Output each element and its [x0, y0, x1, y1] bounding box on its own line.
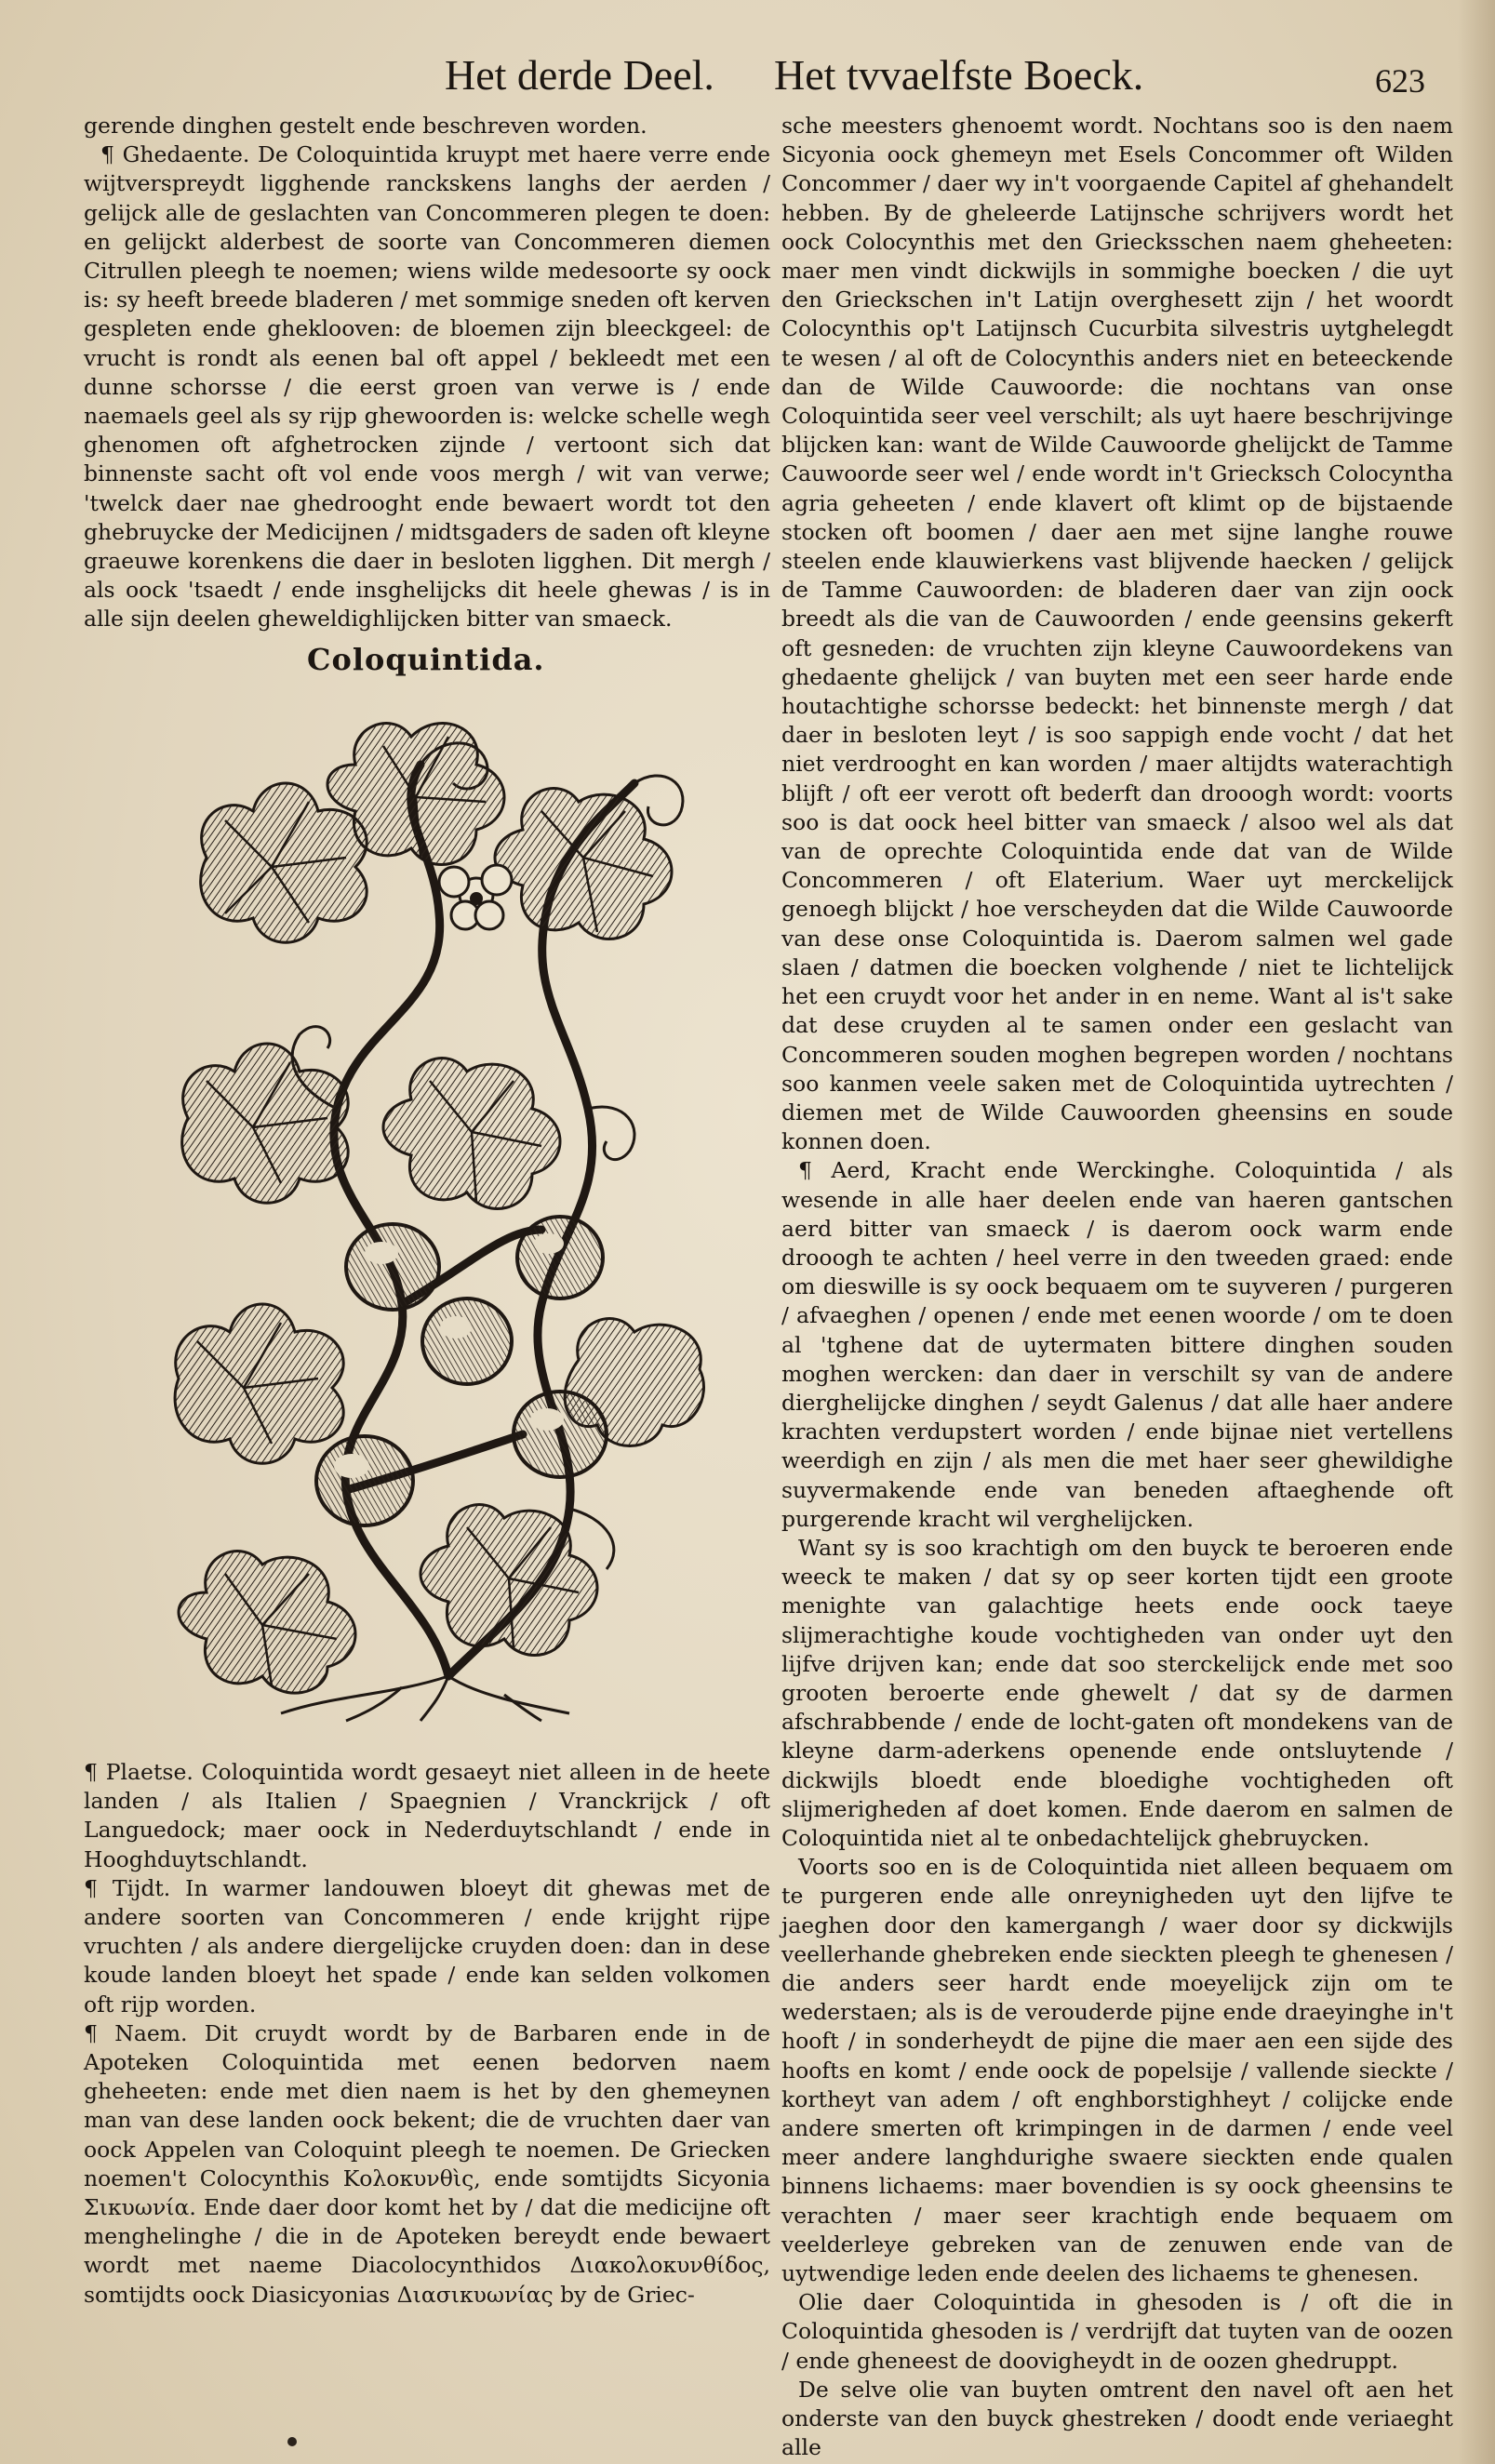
plaetse-paragraph: ¶ Plaetse. Coloquintida wordt gesaeyt niet alleen in de heete landen / als Italien / Spaegnien / Vranckrijck / oft Languedock; maer oock in Nederduytschlandt / ende in Hooghduytschlandt. [84, 1759, 770, 1872]
coloquintida-woodcut-illustration [169, 709, 713, 1723]
figure-title: Coloquintida. [307, 642, 545, 677]
part-title: Het derde Deel. [445, 51, 714, 99]
right-paragraph-4: Voorts soo en is de Coloquintida niet alleen bequaem om te purgeren ende alle onreynigheden uyt den lijfve te jaeghen door den kamergangh / waer door sy dickwijls veellerhande ghebreken ende sieckten pleegh te ghenesen / die anders seer hardt ende moeyelijck zijn om te wederstaen; als is de verouderde pijne ende draeyinghe in't hooft / in sonderheydt de pijne die maer aen een sijde des hoofts en komt / ende oock de popelsije / vallende sieckte / kortheyt van adem / oft enghborstighheyt / colijcke ende andere smerten oft krimpingen in de darmen / ende veel meer andere langhdurighe swaere sieckten ende qualen binnens lichaems: maer bovendien is sy oock gheensins te verachten / maer seer krachtigh ende bequaem om veelderleye gebreken van de zenuwen ende van de uytwendige leden ende deelen des lichaems te ghenesen. [781, 1854, 1453, 2287]
page-edge-shadow [1458, 0, 1495, 2464]
left-paragraph-1: gerende dinghen gestelt ende beschreven worden. [84, 113, 647, 139]
left-column [84, 112, 770, 634]
ink-dot [287, 2437, 297, 2446]
right-paragraph-3: Want sy is soo krachtigh om den buyck te beroeren ende weeck te maken / dat sy op seer korten tijdt een groote menighte van galachtige heets ende oock taeye slijmerachtighe koude vochtigheden van onder uyt den lijfve drijven kan; ende dat soo sterckelijck ende met soo grooten beroerte ende ghewelt / dat sy de darmen afschrabbende / ende de locht-gaten oft mondekens van de kleyne darm-aderkens openende ende ontsluytende / dickwijls bloedt ende bloedighe vochtigheden oft slijmerigheden af doet komen. Ende daerom en salmen de Coloquintida niet al te onbedachtelijck ghebruycken. [781, 1534, 1453, 1851]
page-number: 623 [1375, 62, 1425, 100]
right-paragraph-5: Olie daer Coloquintida in ghesoden is / oft die in Coloquintida ghesoden is / verdrijft dat tuyten van de oozen / ende gheneest de doovigheydt in de oozen ghedruppt. [781, 2289, 1453, 2374]
running-head [0, 45, 1495, 110]
tijdt-paragraph: ¶ Tijdt. In warmer landouwen bloeyt dit ghewas met de andere soorten van Concommeren / ende krijght rijpe vruchten / als andere diergelijcke cruyden doen: dan in dese koude landen bloeyt het spade / ende kan selden volkomen oft rijp worden. [84, 1874, 770, 2018]
aerd-kracht-paragraph: ¶ Aerd, Kracht ende Werckinghe. Coloquintida / als wesende in alle haer deelen ende van haeren gantschen aerd bitter van smaeck / is daerom oock warm ende drooogh te achten / heel verre in den tweeden graed: ende om dieswille is sy oock bequaem om te suyveren / purgeren / afvaeghen / openen / ende met eenen woorde / om te doen al 'tghene dat de uytermaten bittere dinghen souden moghen wercken: dan daer in verschilt sy van de andere dierghelijcke dinghen / seydt Galenus / dat alle haer andere krachten verdupstert worden / ende bijnae niet vertellens weerdigh en zijn / als men die met haer seer ghewildighe suyvermakende ende van beneden aftaeghende oft purgerende kracht wil verghelijcken. [781, 1157, 1453, 1532]
left-paragraph-2: ¶ Ghedaente. De Coloquintida kruypt met haere verre ende wijtverspreydt ligghende ranckskens langhs der aerden / gelijck alle de geslachten van Concommeren plegen te doen: en gelijckt alderbest de soorte van Concommeren diemen Citrullen pleegh te noemen; wiens wilde medesoorte sy oock is: sy heeft breede bladeren / met sommige sneden oft kerven gespleten ende gheklooven: de bloemen zijn bleeckgeel: de vrucht is rondt als eenen bal oft appel / bekleedt met een dunne schorsse / die eerst groen van verwe is / ende naemaels geel als sy rijp ghewoorden is: welcke schelle wegh ghenomen oft afghetrocken zijnde / vertoont sich dat binnenste sacht oft vol ende voos mergh / wit van verwe; 'twelck daer nae ghedrooght ende bewaert wordt tot den ghebruycke der Medicijnen / midtsgaders de saden oft kleyne graeuwe korenkens die daer in besloten ligghen. Dit mergh / als oock 'tsaedt / ende insghelijcks dit heele ghewas / is in alle sijn deelen gheweldighlijcken bitter van smaeck. [84, 141, 770, 633]
lower-left-column [84, 1758, 770, 2310]
right-column [781, 112, 1453, 2462]
naem-paragraph: ¶ Naem. Dit cruydt wordt by de Barbaren ende in de Apoteken Coloquintida met eenen bedorven naem gheheeten: ende met dien naem is het by den ghemeynen man van dese landen oock bekent; die de vruchten daer van oock Appelen van Coloquint pleegh te noemen. De Griecken noemen't Colocynthis Κολοκυνθὶς, ende somtijdts Sicyonia Σικυωνία. Ende daer door komt het by / dat die medicijne oft menghelinghe / die in de Apoteken bereydt ende bewaert wordt met naeme Diacolocynthidos Διακολοκυνθίδος, somtijdts oock Diasicyonias Διασικυωνίας by de Griec- [84, 2019, 770, 2308]
right-paragraph-1: sche meesters ghenoemt wordt. Nochtans soo is den naem Sicyonia oock ghemeyn met Esels Concommer oft Wilden Concommer / daer wy in't voorgaende Capitel af ghehandelt hebben. By de gheleerde Latijnsche schrijvers wordt het oock Colocynthis met den Griecksschen naem gheheeten: maer men vindt dickwijls in sommighe boecken / die uyt den Grieckschen in't Latijn overghesett zijn / het woordt Colocynthis op't Latijnsch Cucurbita silvestris uytghelegdt te wesen / al oft de Colocynthis anders niet en beteeckende dan de Wilde Cauwoorde: die nochtans van onse Coloquintida seer veel verschilt; als uyt haere beschrijvinge blijcken kan: want de Wilde Cauwoorde ghelijckt de Tamme Cauwoorde seer wel / ende wordt in't Griecksch Colocyntha agria geheeten / ende klavert oft klimt op de bijstaende stocken oft boomen / daer aen met sijne langhe rouwe steelen ende klauwierkens vast blijvende haecken / gelijck de Tamme Cauwoorden: de bladeren daer van zijn oock breedt als die van de Cauwoorden / ende geensins gekerft oft gesneden: de vruchten zijn kleyne Cauwoordekens van ghedaente ghelijck / van buyten met een seer harde ende houtachtighe schorsse bedeckt: het binnenste mergh / dat daer in besloten leyt / is soo sappigh ende vocht / dat het niet verdrooght en kan worden / maer altijdts waterachtigh blijft / oft eer verott oft bederft dan drooogh wordt: voorts soo is dat oock heel bitter van smaeck / alsoo wel als dat van de oprechte Coloquintida ende dat van de Wilde Concommeren / oft Elaterium. Waer uyt merckelijck genoegh blijckt / hoe verscheyden dat die Wilde Cauwoorde van dese onse Coloquintida is. Daerom salmen wel gade slaen / datmen die boecken volghende / niet te lichtelijck het een cruydt voor het ander in en neme. Want al is't sake dat dese cruyden al te samen onder een geslacht van Concommeren souden moghen begrepen worden / nochtans soo kanmen veele saken met de Coloquintida uytrechten / diemen met de Wilde Cauwoorden gheensins en soude konnen doen. [781, 113, 1453, 1155]
book-title: Het tvvaelfste Boeck. [774, 51, 1144, 99]
right-paragraph-6: De selve olie van buyten omtrent den navel oft aen het onderste van den buyck ghestreken / doodt ende veriaeght alle [781, 2376, 1453, 2461]
